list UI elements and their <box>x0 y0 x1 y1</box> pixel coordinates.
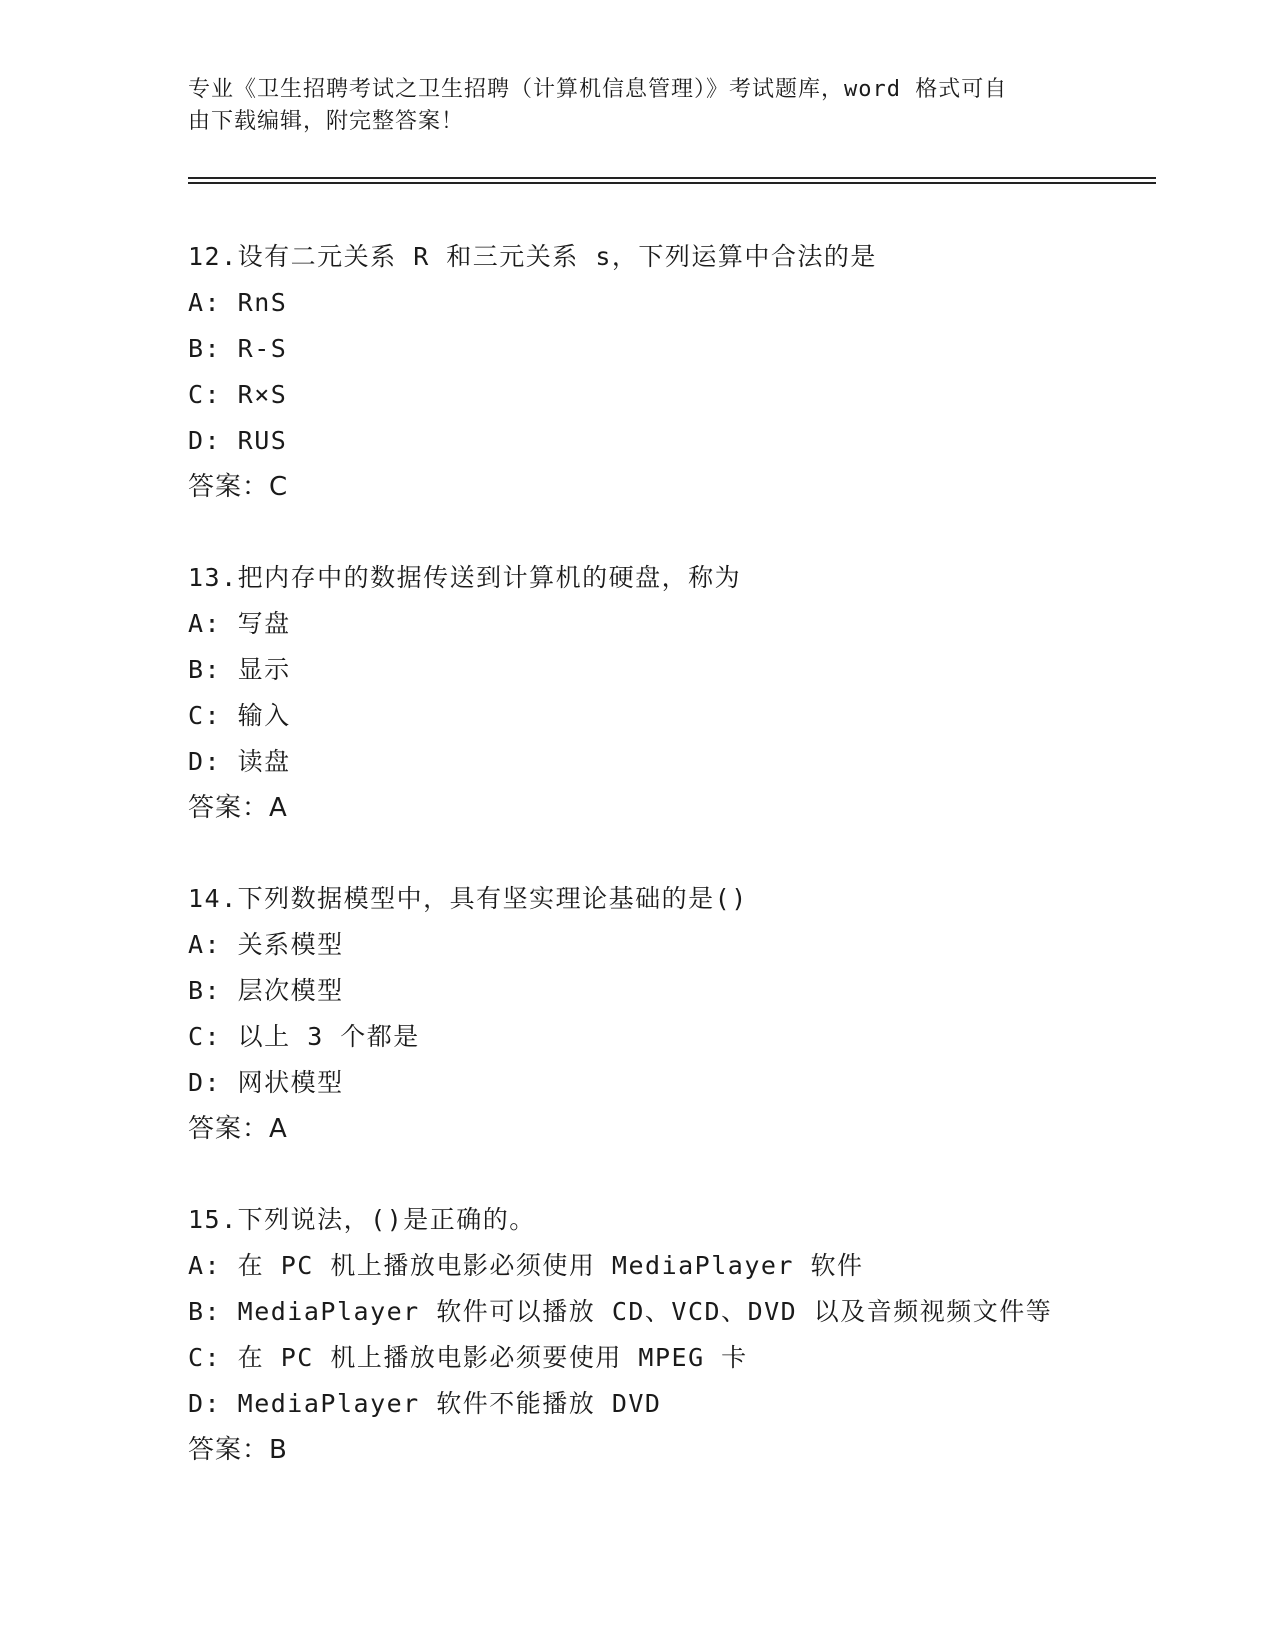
answer-line: 答案：B <box>188 1435 288 1465</box>
question-14 <box>188 876 1168 1152</box>
option-d: D: 读盘 <box>188 747 291 776</box>
option-d: D: 网状模型 <box>188 1068 344 1097</box>
question-13 <box>188 555 1168 831</box>
option-a: A: 写盘 <box>188 609 291 638</box>
option-c: C: 输入 <box>188 701 291 730</box>
option-d: D: RUS <box>188 426 288 455</box>
document-intro <box>188 74 1068 138</box>
option-b: B: 显示 <box>188 655 291 684</box>
intro-line-1: 专业《卫生招聘考试之卫生招聘（计算机信息管理）》考试题库，word 格式可自 <box>188 77 1008 102</box>
question-15 <box>188 1197 1168 1473</box>
answer-line: 答案：A <box>188 1114 288 1144</box>
header-divider-bottom <box>188 182 1156 184</box>
option-a: A: 关系模型 <box>188 930 344 959</box>
option-b: B: MediaPlayer 软件可以播放 CD、VCD、DVD 以及音频视频文件等 <box>188 1297 1053 1326</box>
option-a: A: RnS <box>188 288 288 317</box>
option-c: C: 以上 3 个都是 <box>188 1022 420 1051</box>
question-stem: 13.把内存中的数据传送到计算机的硬盘，称为 <box>188 563 742 592</box>
option-b: B: 层次模型 <box>188 976 344 1005</box>
option-c: C: R×S <box>188 380 288 409</box>
question-12 <box>188 234 1168 510</box>
header-divider-top <box>188 177 1156 179</box>
answer-line: 答案：C <box>188 472 289 502</box>
option-c: C: 在 PC 机上播放电影必须要使用 MPEG 卡 <box>188 1343 748 1372</box>
question-stem: 12.设有二元关系 R 和三元关系 s，下列运算中合法的是 <box>188 242 877 271</box>
option-d: D: MediaPlayer 软件不能播放 DVD <box>188 1389 662 1418</box>
option-a: A: 在 PC 机上播放电影必须使用 MediaPlayer 软件 <box>188 1251 864 1280</box>
option-b: B: R-S <box>188 334 288 363</box>
question-stem: 14.下列数据模型中，具有坚实理论基础的是() <box>188 884 748 913</box>
intro-line-2: 由下载编辑，附完整答案！ <box>188 109 465 134</box>
question-stem: 15.下列说法，()是正确的。 <box>188 1205 536 1234</box>
answer-line: 答案：A <box>188 793 288 823</box>
